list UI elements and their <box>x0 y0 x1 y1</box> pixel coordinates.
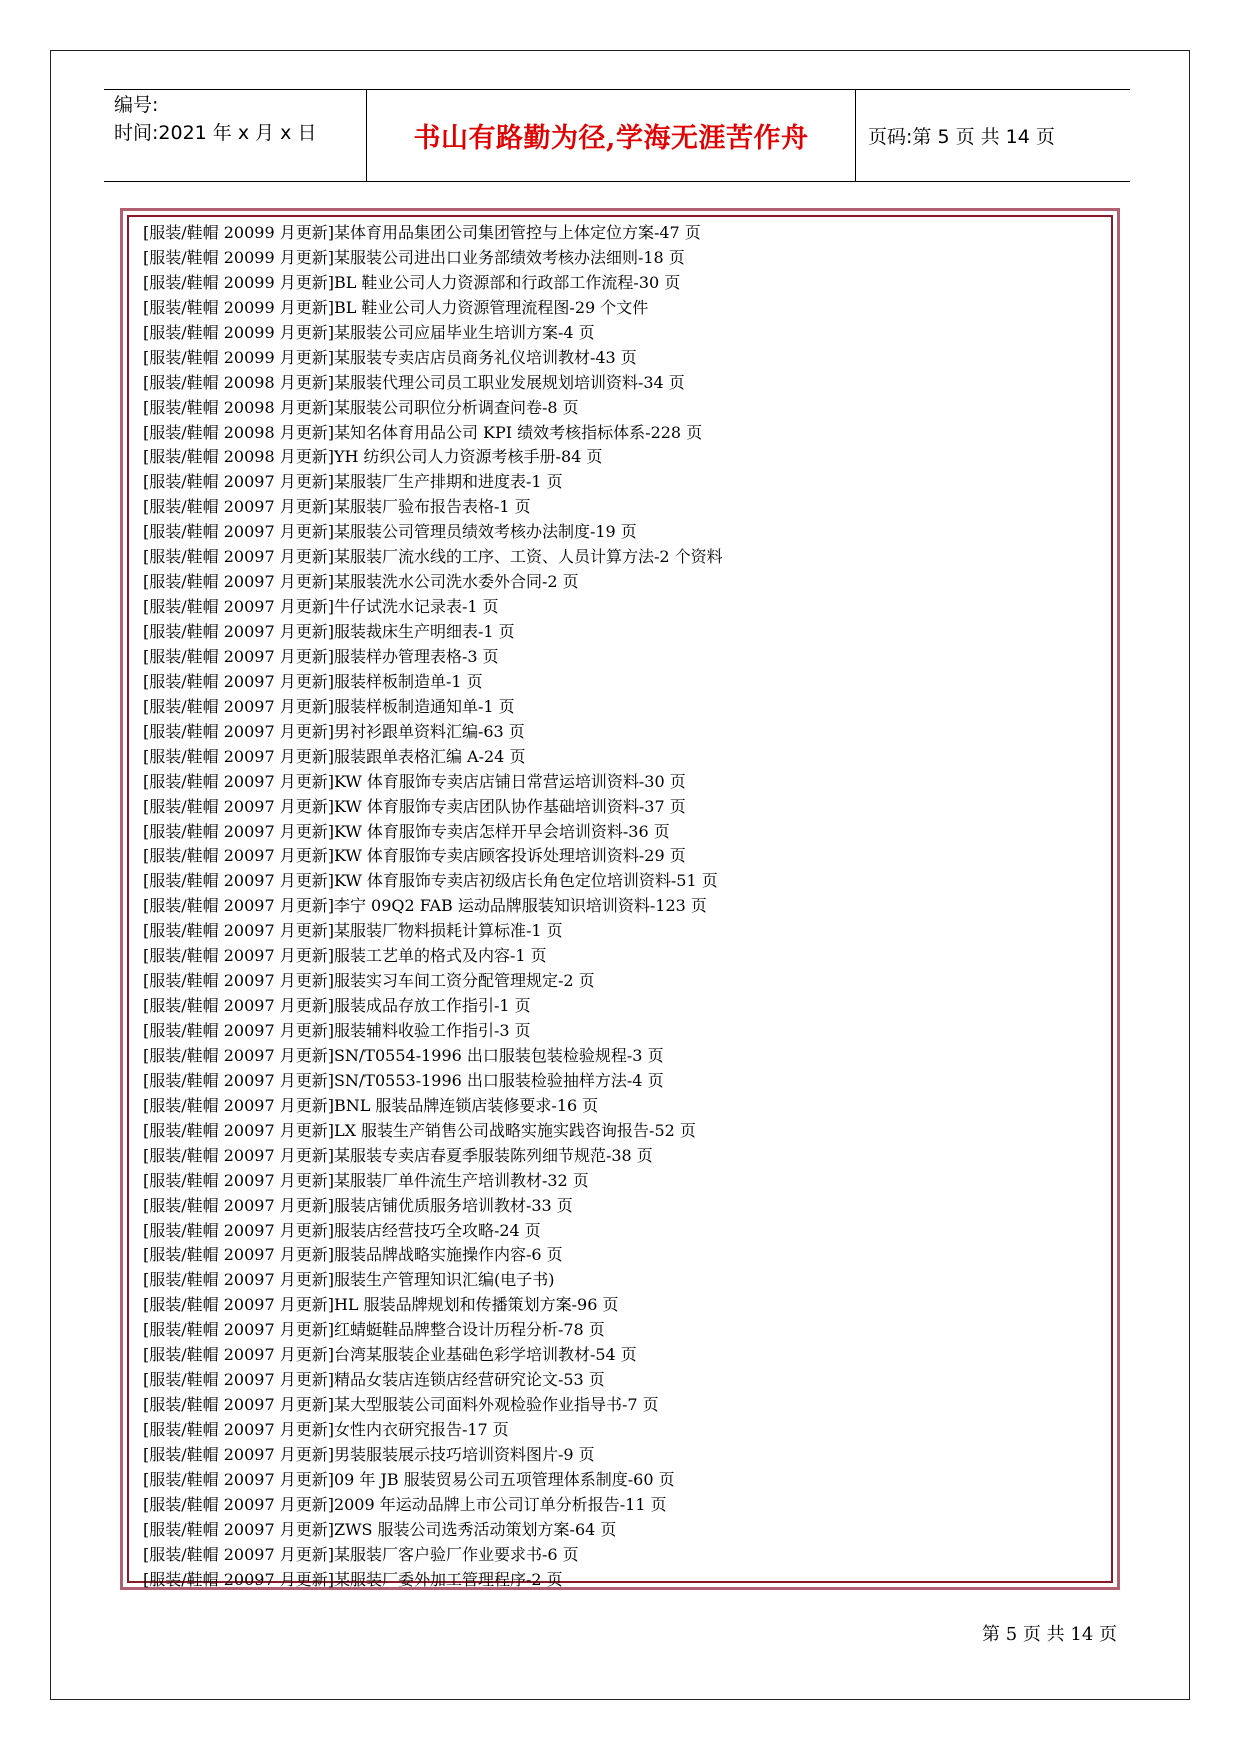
list-item: [服装/鞋帽 20097 月更新]某服装厂生产排期和进度表-1 页 <box>143 472 563 492</box>
list-item: [服装/鞋帽 20099 月更新]某服装公司进出口业务部绩效考核办法细则-18 页 <box>143 247 685 267</box>
list-item: [服装/鞋帽 20097 月更新]服装成品存放工作指引-1 页 <box>143 996 531 1016</box>
list-item: [服装/鞋帽 20097 月更新]某服装厂单件流生产培训教材-32 页 <box>143 1170 589 1190</box>
list-item: [服装/鞋帽 20097 月更新]服装工艺单的格式及内容-1 页 <box>143 946 547 966</box>
list-item: [服装/鞋帽 20097 月更新]台湾某服装企业基础色彩学培训教材-54 页 <box>143 1345 637 1365</box>
header-page-info: 页码:第 5 页 共 14 页 <box>868 126 1055 148</box>
list-item: [服装/鞋帽 20097 月更新]HL 服装品牌规划和传播策划方案-96 页 <box>143 1295 619 1315</box>
list-item: [服装/鞋帽 20097 月更新]服装生产管理知识汇编(电子书) <box>143 1270 555 1290</box>
list-item: [服装/鞋帽 20097 月更新]某服装厂委外加工管理程序-2 页 <box>143 1569 563 1589</box>
list-item: [服装/鞋帽 20097 月更新]KW 体育服饰专卖店怎样开早会培训资料-36 页 <box>143 821 670 841</box>
list-item: [服装/鞋帽 20097 月更新]服装跟单表格汇编 A-24 页 <box>143 746 526 766</box>
list-item: [服装/鞋帽 20097 月更新]服装品牌战略实施操作内容-6 页 <box>143 1245 563 1265</box>
list-item: [服装/鞋帽 20097 月更新]某服装专卖店春夏季服装陈列细节规范-38 页 <box>143 1145 653 1165</box>
list-item: [服装/鞋帽 20097 月更新]女性内衣研究报告-17 页 <box>143 1420 509 1439</box>
list-item: [服装/鞋帽 20099 月更新]BL 鞋业公司人力资源部和行政部工作流程-30 页 <box>143 272 681 292</box>
content-inner-border <box>127 215 1113 1589</box>
list-item: [服装/鞋帽 20097 月更新]某服装厂流水线的工序、工资、人员计算方法-2 个资料 <box>143 547 723 567</box>
page-footer: 第 5 页 共 14 页 <box>982 1624 1117 1645</box>
list-item: [服装/鞋帽 20097 月更新]服装裁床生产明细表-1 页 <box>143 622 515 641</box>
document-number-label: 编号: <box>114 94 159 116</box>
list-item: [服装/鞋帽 20097 月更新]某服装洗水公司洗水委外合同-2 页 <box>143 572 579 592</box>
list-item: [服装/鞋帽 20098 月更新]某知名体育用品公司 KPI 绩效考核指标体系-228 页 <box>143 422 703 442</box>
list-item: [服装/鞋帽 20097 月更新]某服装厂客户验厂作业要求书-6 页 <box>143 1544 579 1564</box>
header-page-cell <box>854 90 1130 181</box>
list-item: [服装/鞋帽 20099 月更新]某服装专卖店店员商务礼仪培训教材-43 页 <box>143 347 637 367</box>
list-item: [服装/鞋帽 20097 月更新]KW 体育服饰专卖店团队协作基础培训资料-37 页 <box>143 796 686 816</box>
list-item: [服装/鞋帽 20097 月更新]2009 年运动品牌上市公司订单分析报告-11 页 <box>143 1494 667 1514</box>
list-item: [服装/鞋帽 20097 月更新]牛仔试洗水记录表-1 页 <box>143 597 499 617</box>
list-item: [服装/鞋帽 20097 月更新]精品女装店连锁店经营研究论文-53 页 <box>143 1370 605 1390</box>
list-item: [服装/鞋帽 20097 月更新]李宁 09Q2 FAB 运动品牌服装知识培训资料-123 页 <box>143 896 707 916</box>
list-item: [服装/鞋帽 20098 月更新]YH 纺织公司人力资源考核手册-84 页 <box>143 447 603 467</box>
list-item: [服装/鞋帽 20097 月更新]男装服装展示技巧培训资料图片-9 页 <box>143 1444 595 1464</box>
list-item: [服装/鞋帽 20097 月更新]某大型服装公司面料外观检验作业指导书-7 页 <box>143 1395 659 1415</box>
document-header <box>104 89 1130 182</box>
list-item: [服装/鞋帽 20097 月更新]某服装公司管理员绩效考核办法制度-19 页 <box>143 522 637 542</box>
header-motto-cell <box>366 90 856 181</box>
list-item: [服装/鞋帽 20097 月更新]KW 体育服饰专卖店顾客投诉处理培训资料-29 页 <box>143 846 686 866</box>
list-item: [服装/鞋帽 20098 月更新]某服装公司职位分析调查问卷-8 页 <box>143 397 579 417</box>
list-item: [服装/鞋帽 20097 月更新]BNL 服装品牌连锁店装修要求-16 页 <box>143 1095 599 1115</box>
list-item: [服装/鞋帽 20097 月更新]某服装厂验布报告表格-1 页 <box>143 497 531 517</box>
list-item: [服装/鞋帽 20097 月更新]SN/T0553-1996 出口服装检验抽样方法-4 页 <box>143 1070 664 1090</box>
list-item: [服装/鞋帽 20098 月更新]某服装代理公司员工职业发展规划培训资料-34 页 <box>143 372 685 392</box>
list-item: [服装/鞋帽 20097 月更新]SN/T0554-1996 出口服装包装检验规程-3 页 <box>143 1045 664 1065</box>
list-item: [服装/鞋帽 20099 月更新]某体育用品集团公司集团管控与上体定位方案-47 页 <box>143 223 701 242</box>
list-item: [服装/鞋帽 20097 月更新]某服装厂物料损耗计算标准-1 页 <box>143 921 563 941</box>
list-item: [服装/鞋帽 20097 月更新]服装店经营技巧全攻略-24 页 <box>143 1220 541 1240</box>
list-item: [服装/鞋帽 20097 月更新]红蜻蜓鞋品牌整合设计历程分析-78 页 <box>143 1320 605 1340</box>
list-item: [服装/鞋帽 20097 月更新]男衬衫跟单资料汇编-63 页 <box>143 721 525 741</box>
list-item: [服装/鞋帽 20097 月更新]服装样办管理表格-3 页 <box>143 646 499 666</box>
item-list <box>143 221 1103 1593</box>
list-item: [服装/鞋帽 20097 月更新]服装实习车间工资分配管理规定-2 页 <box>143 971 595 991</box>
list-item: [服装/鞋帽 20097 月更新]服装样板制造通知单-1 页 <box>143 696 515 716</box>
list-item: [服装/鞋帽 20097 月更新]LX 服装生产销售公司战略实施实践咨询报告-52 页 <box>143 1120 696 1140</box>
list-item: [服装/鞋帽 20097 月更新]服装样板制造单-1 页 <box>143 671 483 691</box>
content-box <box>120 208 1120 1590</box>
list-item: [服装/鞋帽 20099 月更新]某服装公司应届毕业生培训方案-4 页 <box>143 322 595 342</box>
list-item: [服装/鞋帽 20099 月更新]BL 鞋业公司人力资源管理流程图-29 个文件 <box>143 297 649 317</box>
header-motto: 书山有路勤为径,学海无涯苦作舟 <box>413 123 809 154</box>
list-item: [服装/鞋帽 20097 月更新]KW 体育服饰专卖店初级店长角色定位培训资料-51 页 <box>143 871 718 891</box>
list-item: [服装/鞋帽 20097 月更新]服装店铺优质服务培训教材-33 页 <box>143 1195 573 1215</box>
document-time-label: 时间:2021 年 x 月 x 日 <box>114 122 317 144</box>
list-item: [服装/鞋帽 20097 月更新]KW 体育服饰专卖店店铺日常营运培训资料-30 页 <box>143 771 686 791</box>
list-item: [服装/鞋帽 20097 月更新]09 年 JB 服装贸易公司五项管理体系制度-60 页 <box>143 1469 675 1489</box>
list-item: [服装/鞋帽 20097 月更新]服装辅料收验工作指引-3 页 <box>143 1021 531 1040</box>
header-left-cell <box>114 90 369 181</box>
list-item: [服装/鞋帽 20097 月更新]ZWS 服装公司选秀活动策划方案-64 页 <box>143 1519 617 1539</box>
